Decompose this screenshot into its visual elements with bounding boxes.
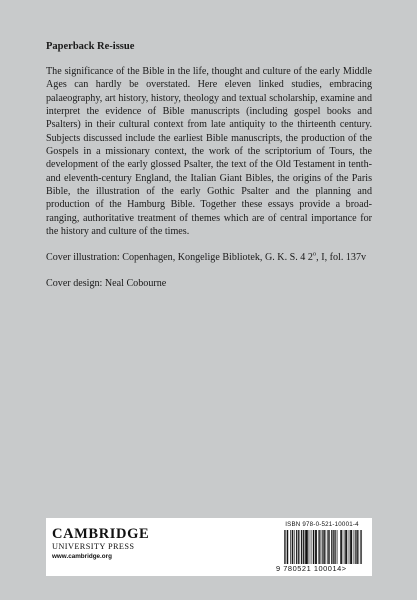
barcode-bar bbox=[306, 530, 307, 564]
cover-illustration-credit bbox=[46, 251, 372, 264]
barcode-bar bbox=[309, 530, 310, 564]
barcode-bar bbox=[297, 530, 298, 564]
barcode-bar bbox=[302, 530, 303, 564]
barcode-bar bbox=[313, 530, 314, 564]
isbn-barcode bbox=[276, 521, 368, 574]
barcode-bar bbox=[324, 530, 325, 564]
barcode-bar bbox=[318, 530, 319, 564]
barcode-bar bbox=[314, 530, 315, 564]
barcode-bar bbox=[349, 530, 350, 564]
cover-illustration-text: Cover illustration: Copenhagen, Kongelige Bibliotek, G. K. S. 4 2 bbox=[46, 252, 313, 264]
barcode-bar bbox=[306, 530, 307, 564]
barcode-bar bbox=[329, 530, 330, 564]
barcode-end-mark: > bbox=[341, 564, 347, 573]
barcode-bar bbox=[345, 530, 346, 564]
barcode-bar bbox=[292, 530, 293, 564]
barcode-bar bbox=[356, 530, 357, 564]
barcode-bar bbox=[331, 530, 332, 564]
barcode-bar bbox=[298, 530, 299, 564]
barcode-bar bbox=[357, 530, 358, 564]
barcode-bar bbox=[334, 530, 335, 564]
publisher-footer bbox=[46, 518, 372, 576]
barcode-bar bbox=[361, 530, 362, 564]
cover-design-credit: Cover design: Neal Cobourne bbox=[46, 278, 167, 290]
barcode-number: 9 780521 100014 bbox=[276, 564, 342, 573]
barcode-bar bbox=[323, 530, 324, 564]
barcode-bar bbox=[337, 530, 338, 564]
publisher-name: CAMBRIDGE bbox=[52, 526, 150, 542]
barcode-bar bbox=[296, 530, 297, 564]
barcode-bar bbox=[346, 530, 347, 564]
barcode-bar bbox=[355, 530, 356, 564]
barcode-bar bbox=[294, 530, 295, 564]
barcode-bar bbox=[328, 530, 329, 564]
publisher-subtitle: UNIVERSITY PRESS bbox=[52, 542, 135, 551]
barcode-bar bbox=[311, 530, 312, 564]
barcode-bar bbox=[344, 530, 345, 564]
barcode-bar bbox=[319, 530, 320, 564]
barcode-bar bbox=[304, 530, 305, 564]
barcode-bar bbox=[325, 530, 326, 564]
barcode-bar bbox=[307, 530, 308, 564]
barcode-bar bbox=[322, 530, 323, 564]
barcode-bar bbox=[358, 530, 359, 564]
barcode-bar bbox=[315, 530, 316, 564]
publisher-url: www.cambridge.org bbox=[52, 553, 112, 560]
barcode-bar bbox=[305, 530, 306, 564]
isbn-label: ISBN 978-0-521-10001-4 bbox=[285, 521, 359, 528]
barcode-bar bbox=[292, 530, 293, 564]
barcode-bar bbox=[333, 530, 334, 564]
barcode-bar bbox=[351, 530, 352, 564]
barcode-bar bbox=[290, 530, 291, 564]
barcode-bar bbox=[301, 530, 302, 564]
barcode-bar bbox=[340, 530, 341, 564]
reissue-heading: Paperback Re-issue bbox=[46, 41, 135, 52]
description-paragraph: The significance of the Bible in the life, thought and culture of the early Middle Ages can hardly be overstated. Here eleven linked studies, embracing palaeography, art history, history, theology and textual scholarship, examine and interpret the evidence of Bible manuscripts (including gospel books and Psalters) in their cultural context from late antiquity to the thirteenth century. Subjects discussed include the earliest Bible manuscripts, the production of the Gospels in a missionary context, the work of the scriptorium of Tours, the development of the early glossed Psalter, the text of the Old Testament in tenth- and eleventh-century England, the Italian Giant Bibles, the origins of the Paris Bible, the illustration of the early Gothic Psalter and the planning and production of the Hamburg Bible. Together these essays provide a broad-ranging, authoritative treatment of themes which are of central importance for the history and culture of the times. bbox=[46, 66, 372, 238]
barcode-bar bbox=[360, 530, 361, 564]
barcode-bar bbox=[332, 530, 333, 564]
barcode-bar bbox=[303, 530, 304, 564]
barcode-bar bbox=[342, 530, 343, 564]
barcode-bar bbox=[327, 530, 328, 564]
barcode-bar bbox=[287, 530, 288, 564]
barcode-bar bbox=[316, 530, 317, 564]
cover-illustration-folio: , I, fol. 137v bbox=[316, 252, 367, 264]
text-area bbox=[46, 40, 372, 303]
barcode-digits bbox=[276, 564, 368, 573]
barcode-bar bbox=[341, 530, 342, 564]
barcode-bar bbox=[335, 530, 336, 564]
barcode-bar bbox=[351, 530, 352, 564]
barcode-bar bbox=[350, 530, 351, 564]
barcode-bars bbox=[276, 530, 368, 564]
barcode-bar bbox=[347, 530, 348, 564]
barcode-bar bbox=[285, 530, 286, 564]
barcode-bar bbox=[316, 530, 317, 564]
superscript-o: o bbox=[312, 251, 317, 259]
barcode-bar bbox=[299, 530, 300, 564]
barcode-bar bbox=[284, 530, 285, 564]
barcode-bar bbox=[354, 530, 355, 564]
publisher-logo bbox=[52, 527, 149, 561]
barcode-bar bbox=[288, 530, 289, 564]
barcode-bar bbox=[321, 530, 322, 564]
